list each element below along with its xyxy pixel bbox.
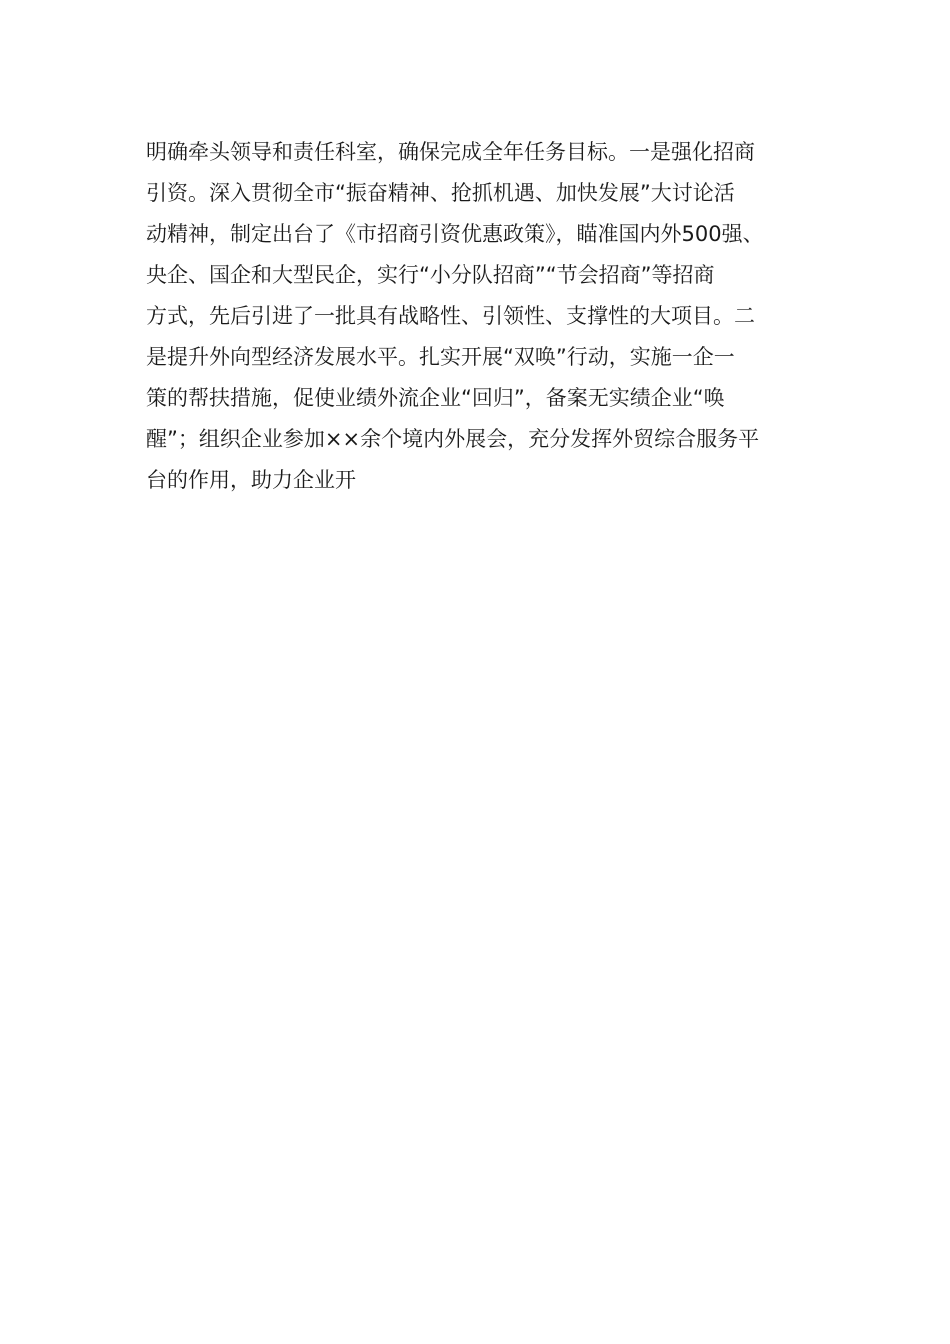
text-line: 动精神，制定出台了《市招商引资优惠政策》，瞄准国内外500强、 — [146, 222, 764, 246]
text-line: 台的作用，助力企业开 — [146, 468, 356, 492]
text-line: 央企、国企和大型民企，实行“小分队招商”“节会招商”等招商 — [146, 263, 715, 287]
text-line: 引资。深入贯彻全市“振奋精神、抢抓机遇、加快发展”大讨论活 — [146, 181, 735, 205]
text-line: 策的帮扶措施，促使业绩外流企业“回归”，备案无实绩企业“唤 — [146, 386, 725, 410]
text-line: 醒”；组织企业参加××余个境内外展会，充分发挥外贸综合服务平 — [146, 427, 760, 451]
text-line: 是提升外向型经济发展水平。扎实开展“双唤”行动，实施一企一 — [146, 345, 735, 369]
text-line: 方式，先后引进了一批具有战略性、引领性、支撑性的大项目。二 — [146, 304, 755, 328]
body-paragraph — [146, 132, 826, 501]
text-line: 明确牵头领导和责任科室，确保完成全年任务目标。一是强化招商 — [146, 140, 755, 164]
